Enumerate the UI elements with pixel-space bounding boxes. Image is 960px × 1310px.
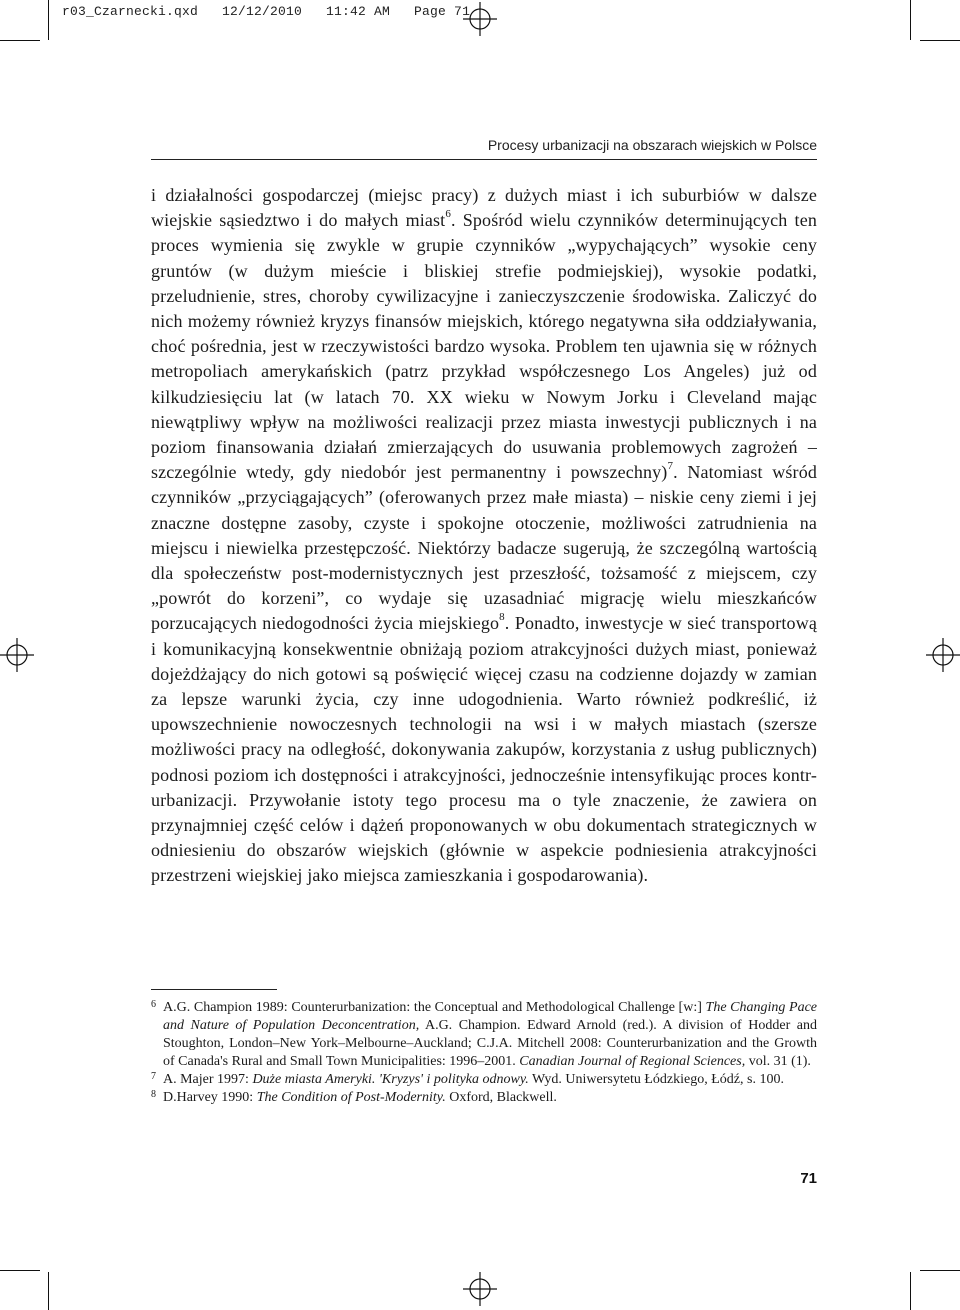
crop-mark-icon [0, 40, 40, 41]
body-text-segment: . Spośród wielu czynników determinujących ten proces wymienia się zwykle w grupie czynników „wypychających” wysokie ceny gruntów (w dużym mieście i bliskiej strefie podmiejskiej), wysokie podatki, przeludnienie, stres, choroby cywilizacyjne i zanieczyszczenie środowiska. Zaliczyć do nich możemy również kryzys finansów miejskich, którego negatywna siła oddziaływania, choć pośrednia, jest w rzeczywistości bardzo wysoka. Problem ten ujawnia się w różnych metropoliach amerykańskich (patrz przykład współczesnego Los Angeles) już od kilkudziesięciu lat (w latach 70. XX wieku w Nowym Jorku i Cleveland mając niewątpliwy wpływ na możliwości realizacji przez miasta inwestycji publicznych i na poziom finansowania działań zmierzających do usuwania problemowych zagrożeń – szczególnie wtedy, gdy niedobór jest permanentny i powszechny) [151, 210, 817, 483]
footnote-6 [151, 999, 817, 1071]
footnote-text: Wyd. Uniwersytetu Łódzkiego, Łódź, s. 100. [528, 1072, 784, 1087]
footnote-title: Duże miasta Ameryki. 'Kryzys' i polityka odnowy. [252, 1072, 529, 1087]
footnote-text: A. Majer 1997: [163, 1072, 253, 1087]
footnote-number: 7 [151, 1071, 156, 1082]
footnote-text: vol. 31 (1). [745, 1054, 811, 1069]
footnote-8 [151, 1089, 817, 1107]
registration-mark-icon [0, 638, 34, 672]
crop-mark-icon [48, 0, 49, 40]
footnote-7 [151, 1071, 817, 1089]
crop-mark-icon [920, 1270, 960, 1271]
registration-mark-icon [463, 1272, 497, 1306]
footnote-title: The Condition of Post-Modernity. [256, 1090, 446, 1105]
footnote-ref-8[interactable]: 8 [499, 611, 505, 624]
footnote-text: Oxford, Blackwell. [445, 1090, 557, 1105]
footnote-text: A.G. Champion. Edward Arnold (red.). A division of Hodder and Stoughton, London–New York–Melbourne–Auckland; C.J.A. Mitchell 2008: Counterurbanization and the Growth of Canada's Rural and Small Town Municipalities: 1996–2001. [163, 1018, 817, 1069]
footnote-number: 8 [151, 1089, 156, 1100]
body-text-segment: . Natomiast wśród czynników „przyciągających” (oferowanych przez małe miasta) – niskie ceny ziemi i jej znaczne dostępne zasoby, czyste i spokojne otoczenie, możliwości zatrudnienia na miejscu i niewielka przestępczość. Niektórzy badacze sugerują, że szczególną wartością dla społeczeństw post-modernistycznych jest przeszłość, tożsamość z miejscem, czy „powrót do korzeni”, co wydaje się uzasadniać migrację wielu mieszkańców porzucających niedogodności życia miejskiego [151, 462, 817, 634]
footnotes [151, 999, 817, 1107]
footnote-number: 6 [151, 999, 156, 1010]
body-text-segment: . Ponadto, inwestycje w sieć transportową i komunikacyjną konsekwentnie obniżają poziom atrakcyjności dużych miast, ponieważ dojeżdżający do nich gotowi są poświęcić więcej czasu na codzienne dojazdy w zamian za lepsze warunki życia, czy inne udogodnienia. Warto również podkreślić, iż upowszechnienie nowoczesnych technologii na wsi i w małych miastach (szersze możliwości pracy na odległość, dokonywania zakupów, korzystania z usług publicznych) podnosi poziom ich dostępności i atrakcyjności, jednocześnie intensyfikując proces kontr-urbanizacji. Przywołanie istoty tego procesu ma o tyle znaczenie, że zawiera on przynajmniej część celów i dążeń proponowanych w obu dokumentach strategicznych w odniesieniu do obszarów wiejskich (głównie w aspekcie podniesienia atrakcyjności przestrzeni wiejskiej jako miejsca zamieszkania i gospodarowania). [151, 613, 817, 886]
footnote-ref-6[interactable]: 6 [445, 208, 451, 221]
footnote-title: The Changing Pace and Nature of Population Deconcentration, [163, 1000, 817, 1033]
header-rule [151, 159, 817, 160]
footnote-text: A.G. Champion 1989: Counterurbanization: the Conceptual and Methodological Challenge [w:] [163, 1000, 706, 1015]
crop-mark-icon [48, 1272, 49, 1310]
page-number: 71 [800, 1170, 817, 1187]
running-head: Procesy urbanizacji na obszarach wiejskich w Polsce [487, 137, 817, 153]
crop-mark-icon [910, 0, 911, 40]
registration-mark-icon [926, 638, 960, 672]
registration-mark-icon [463, 2, 497, 36]
body-text-segment: i działalności gospodarczej (miejsc pracy) z dużych miast i ich suburbiów w dalsze wiejskie sąsiedztwo i do małych miast [151, 185, 817, 231]
footnote-rule [151, 989, 277, 990]
body-paragraph [151, 183, 817, 889]
printer-slug: r03_Czarnecki.qxd 12/12/2010 11:42 AM Page 71 [62, 4, 471, 19]
footnote-text: D.Harvey 1990: [163, 1090, 257, 1105]
crop-mark-icon [0, 1270, 40, 1271]
crop-mark-icon [910, 1272, 911, 1310]
crop-mark-icon [920, 40, 960, 41]
footnote-ref-7[interactable]: 7 [667, 460, 674, 473]
footnote-title: Canadian Journal of Regional Sciences, [519, 1054, 746, 1069]
